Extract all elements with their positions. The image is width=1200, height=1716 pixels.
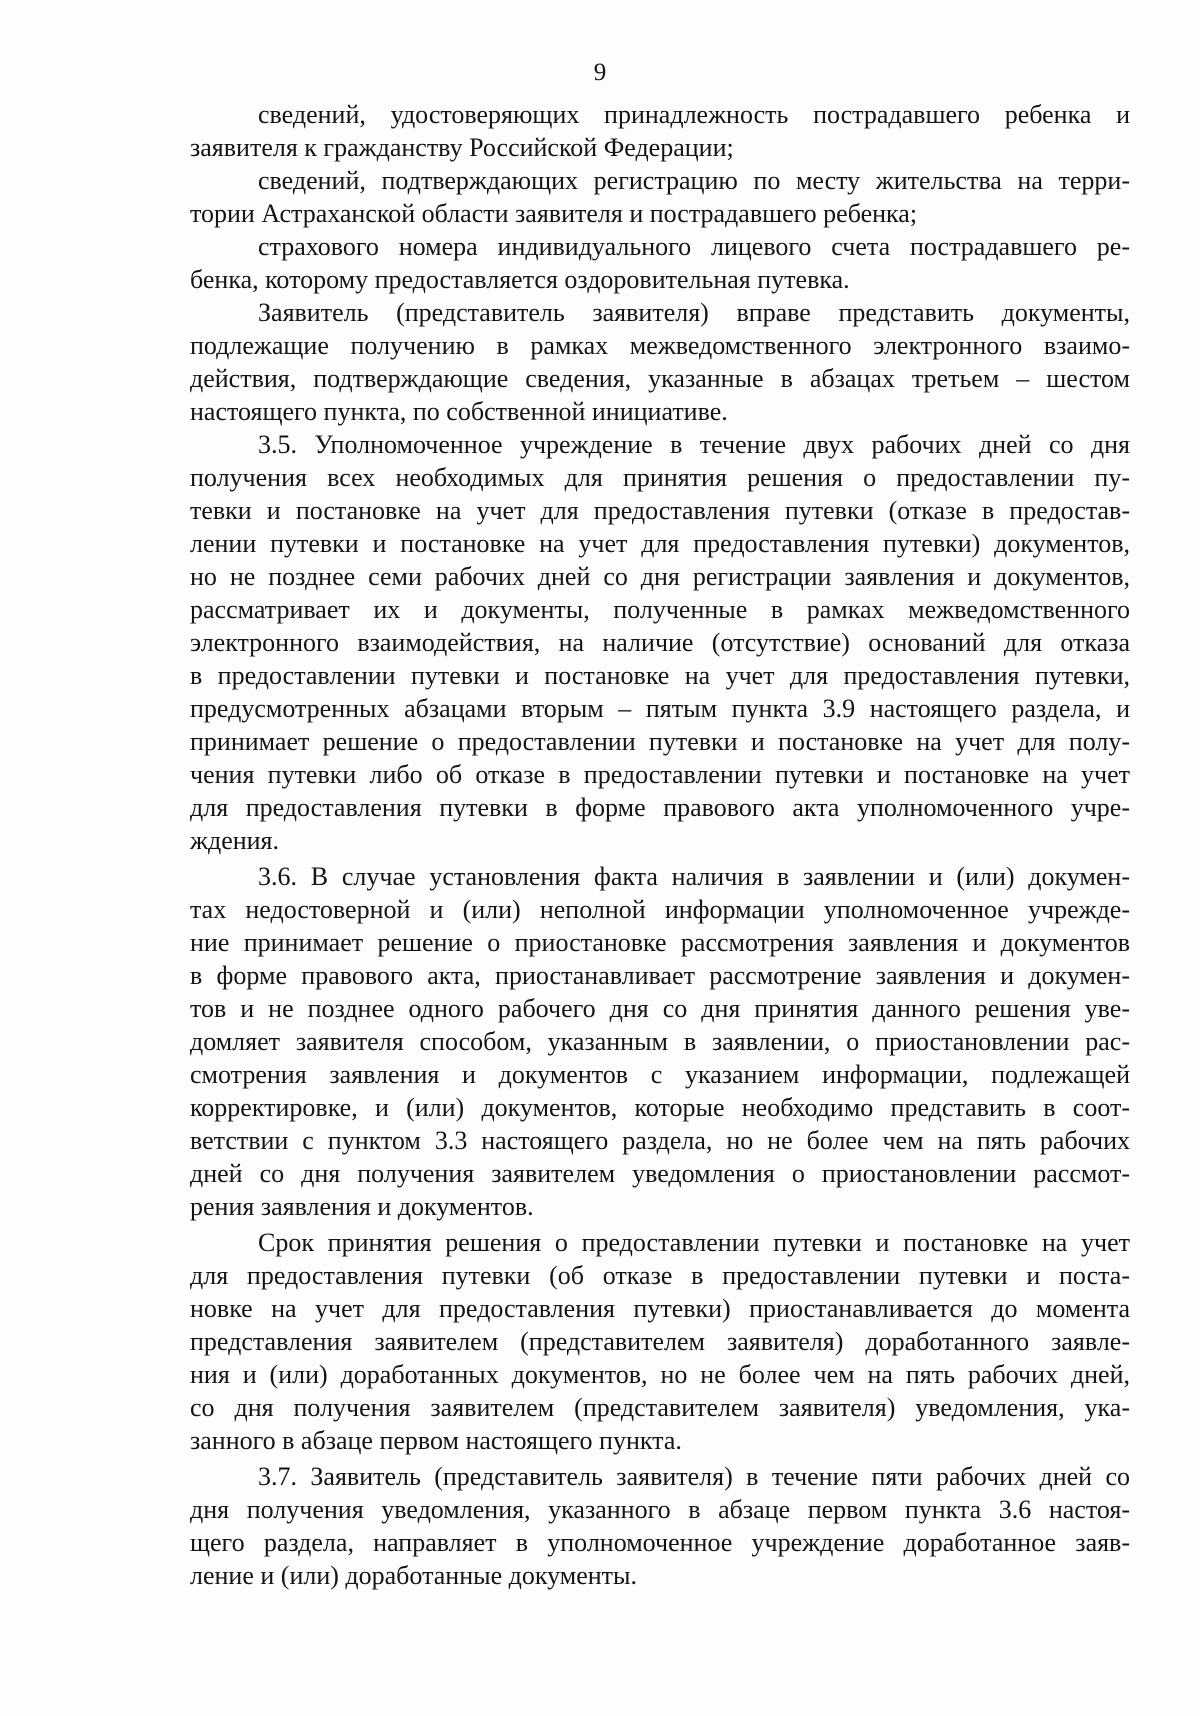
text-line: бенка, которому предоставляется оздоровительная путевка. [190, 265, 850, 294]
text-line: Срок принятия решения о предоставлении путевки и постановке на учет [258, 1228, 1130, 1257]
paragraph-citizenship-info [190, 98, 1130, 164]
text-line: лении путевки и постановке на учет для предоставления путевки) документов, [190, 529, 1130, 558]
text-line: заявителя к гражданству Российской Федерации; [190, 133, 734, 162]
text-line: смотрения заявления и документов с указанием информации, подлежащей [190, 1060, 1130, 1089]
paragraph-clause-3-5 [190, 428, 1130, 857]
text-line: щего раздела, направляет в уполномоченное учреждение доработанное заяв- [190, 1528, 1130, 1557]
text-line: тории Астраханской области заявителя и пострадавшего ребенка; [190, 199, 918, 228]
text-line: действия, подтверждающие сведения, указанные в абзацах третьем – шестом [190, 364, 1130, 393]
text-line: электронного взаимодействия, на наличие (отсутствие) оснований для отказа [190, 628, 1130, 657]
text-line: в предоставлении путевки и постановке на учет для предоставления путевки, [190, 661, 1130, 690]
text-line: новке на учет для предоставления путевки) приостанавливается до момента [190, 1294, 1130, 1323]
text-line: со дня получения заявителем (представителем заявителя) уведомления, ука- [190, 1393, 1130, 1422]
text-line: принимает решение о предоставлении путевки и постановке на учет для полу- [190, 727, 1130, 756]
text-line: рассматривает их и документы, полученные в рамках межведомственного [190, 595, 1130, 624]
text-line: тах недостоверной и (или) неполной информации уполномоченное учрежде- [190, 895, 1130, 924]
text-line: страхового номера индивидуального лицевого счета пострадавшего ре- [258, 232, 1130, 261]
text-line: Заявитель (представитель заявителя) вправе представить документы, [258, 298, 1130, 327]
text-line: для предоставления путевки (об отказе в предоставлении путевки и поста- [190, 1261, 1130, 1290]
text-line: получения всех необходимых для принятия решения о предоставлении пу- [190, 463, 1130, 492]
text-line: сведений, удостоверяющих принадлежность пострадавшего ребенка и [258, 100, 1130, 129]
text-line: ление и (или) доработанные документы. [190, 1561, 638, 1590]
text-line: сведений, подтверждающих регистрацию по месту жительства на терри- [258, 166, 1130, 195]
paragraph-decision-deadline [190, 1226, 1130, 1457]
paragraph-insurance-number [190, 230, 1130, 296]
text-line: 3.5. Уполномоченное учреждение в течение двух рабочих дней со дня [258, 430, 1130, 459]
text-line: предусмотренных абзацами вторым – пятым пункта 3.9 настоящего раздела, и [190, 694, 1130, 723]
paragraph-clause-3-7 [190, 1460, 1130, 1592]
page-number: 9 [593, 59, 607, 86]
text-line: тевки и постановке на учет для предоставления путевки (отказе в предостав- [190, 496, 1130, 525]
text-line: ждения. [190, 826, 280, 855]
text-line: в форме правового акта, приостанавливает рассмотрение заявления и докумен- [190, 961, 1130, 990]
text-line: 3.6. В случае установления факта наличия в заявлении и (или) докумен- [258, 862, 1130, 891]
text-line: подлежащие получению в рамках межведомственного электронного взаимо- [190, 331, 1130, 360]
text-line: тов и не позднее одного рабочего дня со дня принятия данного решения уве- [190, 994, 1130, 1023]
text-line: дней со дня получения заявителем уведомления о приостановлении рассмот- [190, 1159, 1130, 1188]
text-line: корректировке, и (или) документов, которые необходимо представить в соот- [190, 1093, 1130, 1122]
text-line: чения путевки либо об отказе в предоставлении путевки и постановке на учет [190, 760, 1130, 789]
paragraph-applicant-right [190, 296, 1130, 428]
text-line: ние принимает решение о приостановке рассмотрения заявления и документов [190, 928, 1130, 957]
text-line: но не позднее семи рабочих дней со дня регистрации заявления и документов, [190, 562, 1130, 591]
paragraph-registration-info [190, 164, 1130, 230]
text-line: занного в абзаце первом настоящего пункта. [190, 1426, 682, 1455]
text-line: представления заявителем (представителем заявителя) доработанного заявле- [190, 1327, 1130, 1356]
text-line: домляет заявителя способом, указанным в заявлении, о приостановлении рас- [190, 1027, 1130, 1056]
paragraph-clause-3-6 [190, 860, 1130, 1223]
text-line: для предоставления путевки в форме правового акта уполномоченного учре- [190, 793, 1130, 822]
text-line: 3.7. Заявитель (представитель заявителя) в течение пяти рабочих дней со [258, 1462, 1130, 1491]
text-line: рения заявления и документов. [190, 1192, 534, 1221]
text-line: дня получения уведомления, указанного в абзаце первом пункта 3.6 настоя- [190, 1495, 1130, 1524]
text-line: настоящего пункта, по собственной инициативе. [190, 397, 728, 426]
text-line: ветствии с пунктом 3.3 настоящего раздела, но не более чем на пять рабочих [190, 1126, 1130, 1155]
text-line: ния и (или) доработанных документов, но не более чем на пять рабочих дней, [190, 1360, 1130, 1389]
document-body [190, 98, 1130, 1592]
